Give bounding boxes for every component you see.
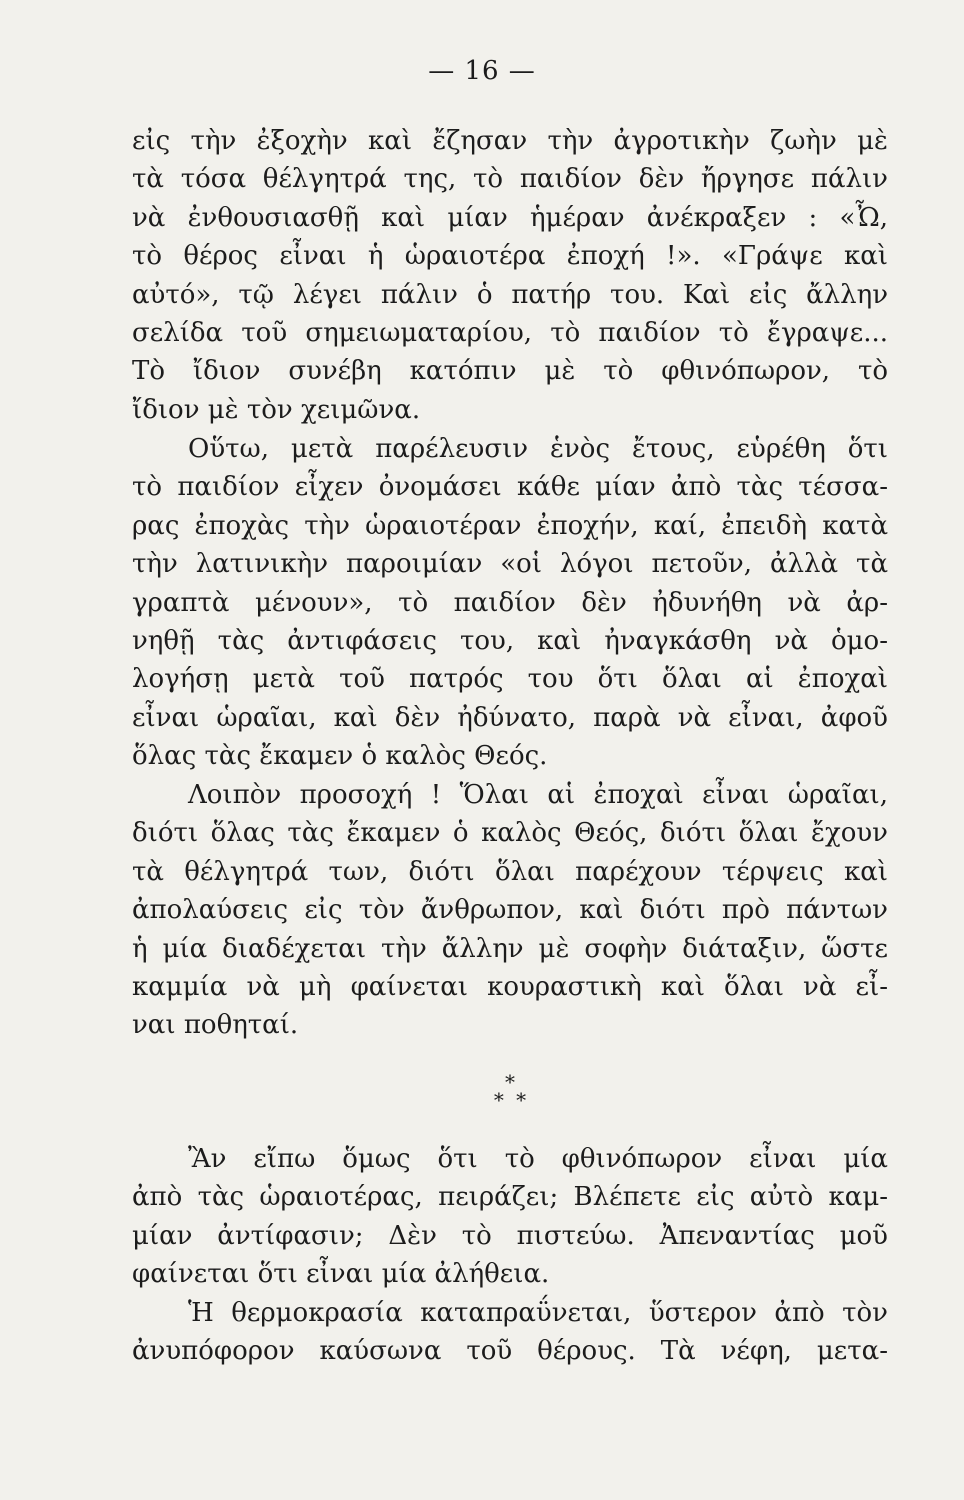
text-line: νηθῇ τὰς ἀντιφάσεις του, καὶ ἠναγκάσθη νὰ ὁμο- bbox=[132, 625, 888, 656]
text-line: μίαν ἀντίφασιν; Δὲν τὸ πιστεύω. Ἀπεναντίας μοῦ bbox=[132, 1220, 888, 1251]
text-line: εἶναι ὡραῖαι, καὶ δὲν ἠδύνατο, παρὰ νὰ εἶναι, ἀφοῦ bbox=[132, 702, 888, 733]
text-line: ἀνυπόφορον καύσωνα τοῦ θέρους. Τὰ νέφη, μετα- bbox=[132, 1336, 888, 1367]
text-line: αὐτό», τῷ λέγει πάλιν ὁ πατήρ του. Καὶ εἰς ἄλλην bbox=[132, 279, 888, 310]
text-line: ἴδιον μὲ τὸν χειμῶνα. bbox=[132, 394, 421, 425]
paragraph-3 bbox=[132, 776, 888, 1045]
text-line: νὰ ἐνθουσιασθῇ καὶ μίαν ἡμέραν ἀνέκραξεν : «Ὦ, bbox=[132, 202, 888, 233]
text-line: Λοιπὸν προσοχή ! Ὅλαι αἱ ἐποχαὶ εἶναι ὡραῖαι, bbox=[188, 780, 888, 810]
page-number: — 16 — bbox=[428, 56, 536, 86]
text-line: φαίνεται ὅτι εἶναι μία ἀλήθεια. bbox=[132, 1259, 550, 1290]
paragraph-1 bbox=[132, 122, 888, 429]
text-line: εἰς τὴν ἐξοχὴν καὶ ἔζησαν τὴν ἀγροτικὴν ζωὴν μὲ bbox=[132, 126, 888, 156]
text-line: Ἂν εἴπω ὅμως ὅτι τὸ φθινόπωρον εἶναι μία bbox=[188, 1144, 888, 1174]
text-line: τὸ θέρος εἶναι ἡ ὡραιοτέρα ἐποχή !». «Γράψε καὶ bbox=[132, 241, 888, 272]
text-line: ἡ μία διαδέχεται τὴν ἄλλην μὲ σοφὴν διάταξιν, ὥστε bbox=[132, 933, 888, 964]
paragraph-4 bbox=[132, 1140, 888, 1294]
text-line: σελίδα τοῦ σημειωματαρίου, τὸ παιδίον τὸ ἔγραψε... bbox=[132, 317, 888, 348]
text-line: ναι ποθηταί. bbox=[132, 1010, 299, 1041]
text-line: διότι ὅλας τὰς ἔκαμεν ὁ καλὸς Θεός, διότι ὅλαι ἔχουν bbox=[132, 818, 888, 849]
text-line: γραπτὰ μένουν», τὸ παιδίον δὲν ἠδυνήθη νὰ ἀρ- bbox=[132, 587, 888, 618]
text-line: ἀπὸ τὰς ὡραιοτέρας, πειράζει; Βλέπετε εἰς αὐτὸ καμ- bbox=[132, 1182, 888, 1213]
text-line: καμμία νὰ μὴ φαίνεται κουραστικὴ καὶ ὅλαι νὰ εἶ- bbox=[132, 971, 888, 1002]
asterism-bottom: * * bbox=[493, 1088, 527, 1112]
text-line: τὰ θέλγητρά των, διότι ὅλαι παρέχουν τέρψεις καὶ bbox=[132, 856, 888, 887]
paragraph-5 bbox=[132, 1294, 888, 1371]
text-line: ρας ἐποχὰς τὴν ὡραιοτέραν ἐποχήν, καί, ἐπειδὴ κατὰ bbox=[132, 510, 888, 541]
text-line: ἀπολαύσεις εἰς τὸν ἄνθρωπον, καὶ διότι πρὸ πάντων bbox=[132, 895, 888, 926]
text-line: τὰ τόσα θέλγητρά της, τὸ παιδίον δὲν ἤργησε πάλιν bbox=[132, 164, 888, 195]
text-line: τὴν λατινικὴν παροιμίαν «οἱ λόγοι πετοῦν, ἀλλὰ τὰ bbox=[132, 549, 888, 580]
text-line: τὸ παιδίον εἶχεν ὀνομάσει κάθε μίαν ἀπὸ τὰς τέσσα- bbox=[132, 472, 888, 503]
paragraph-2 bbox=[132, 430, 888, 776]
text-line: λογήσῃ μετὰ τοῦ πατρός του ὅτι ὅλαι αἱ ἐποχαὶ bbox=[132, 664, 888, 695]
text-line: Οὕτω, μετὰ παρέλευσιν ἑνὸς ἔτους, εὑρέθη ὅτι bbox=[188, 434, 888, 464]
text-line: ὅλας τὰς ἔκαμεν ὁ καλὸς Θεός. bbox=[132, 741, 548, 772]
text-line: Τὸ ἴδιον συνέβη κατόπιν μὲ τὸ φθινόπωρον, τὸ bbox=[132, 356, 888, 387]
asterism-top: * bbox=[505, 1070, 515, 1094]
text-line: Ἡ θερμοκρασία καταπραΰνεται, ὕστερον ἀπὸ τὸν bbox=[188, 1298, 888, 1328]
